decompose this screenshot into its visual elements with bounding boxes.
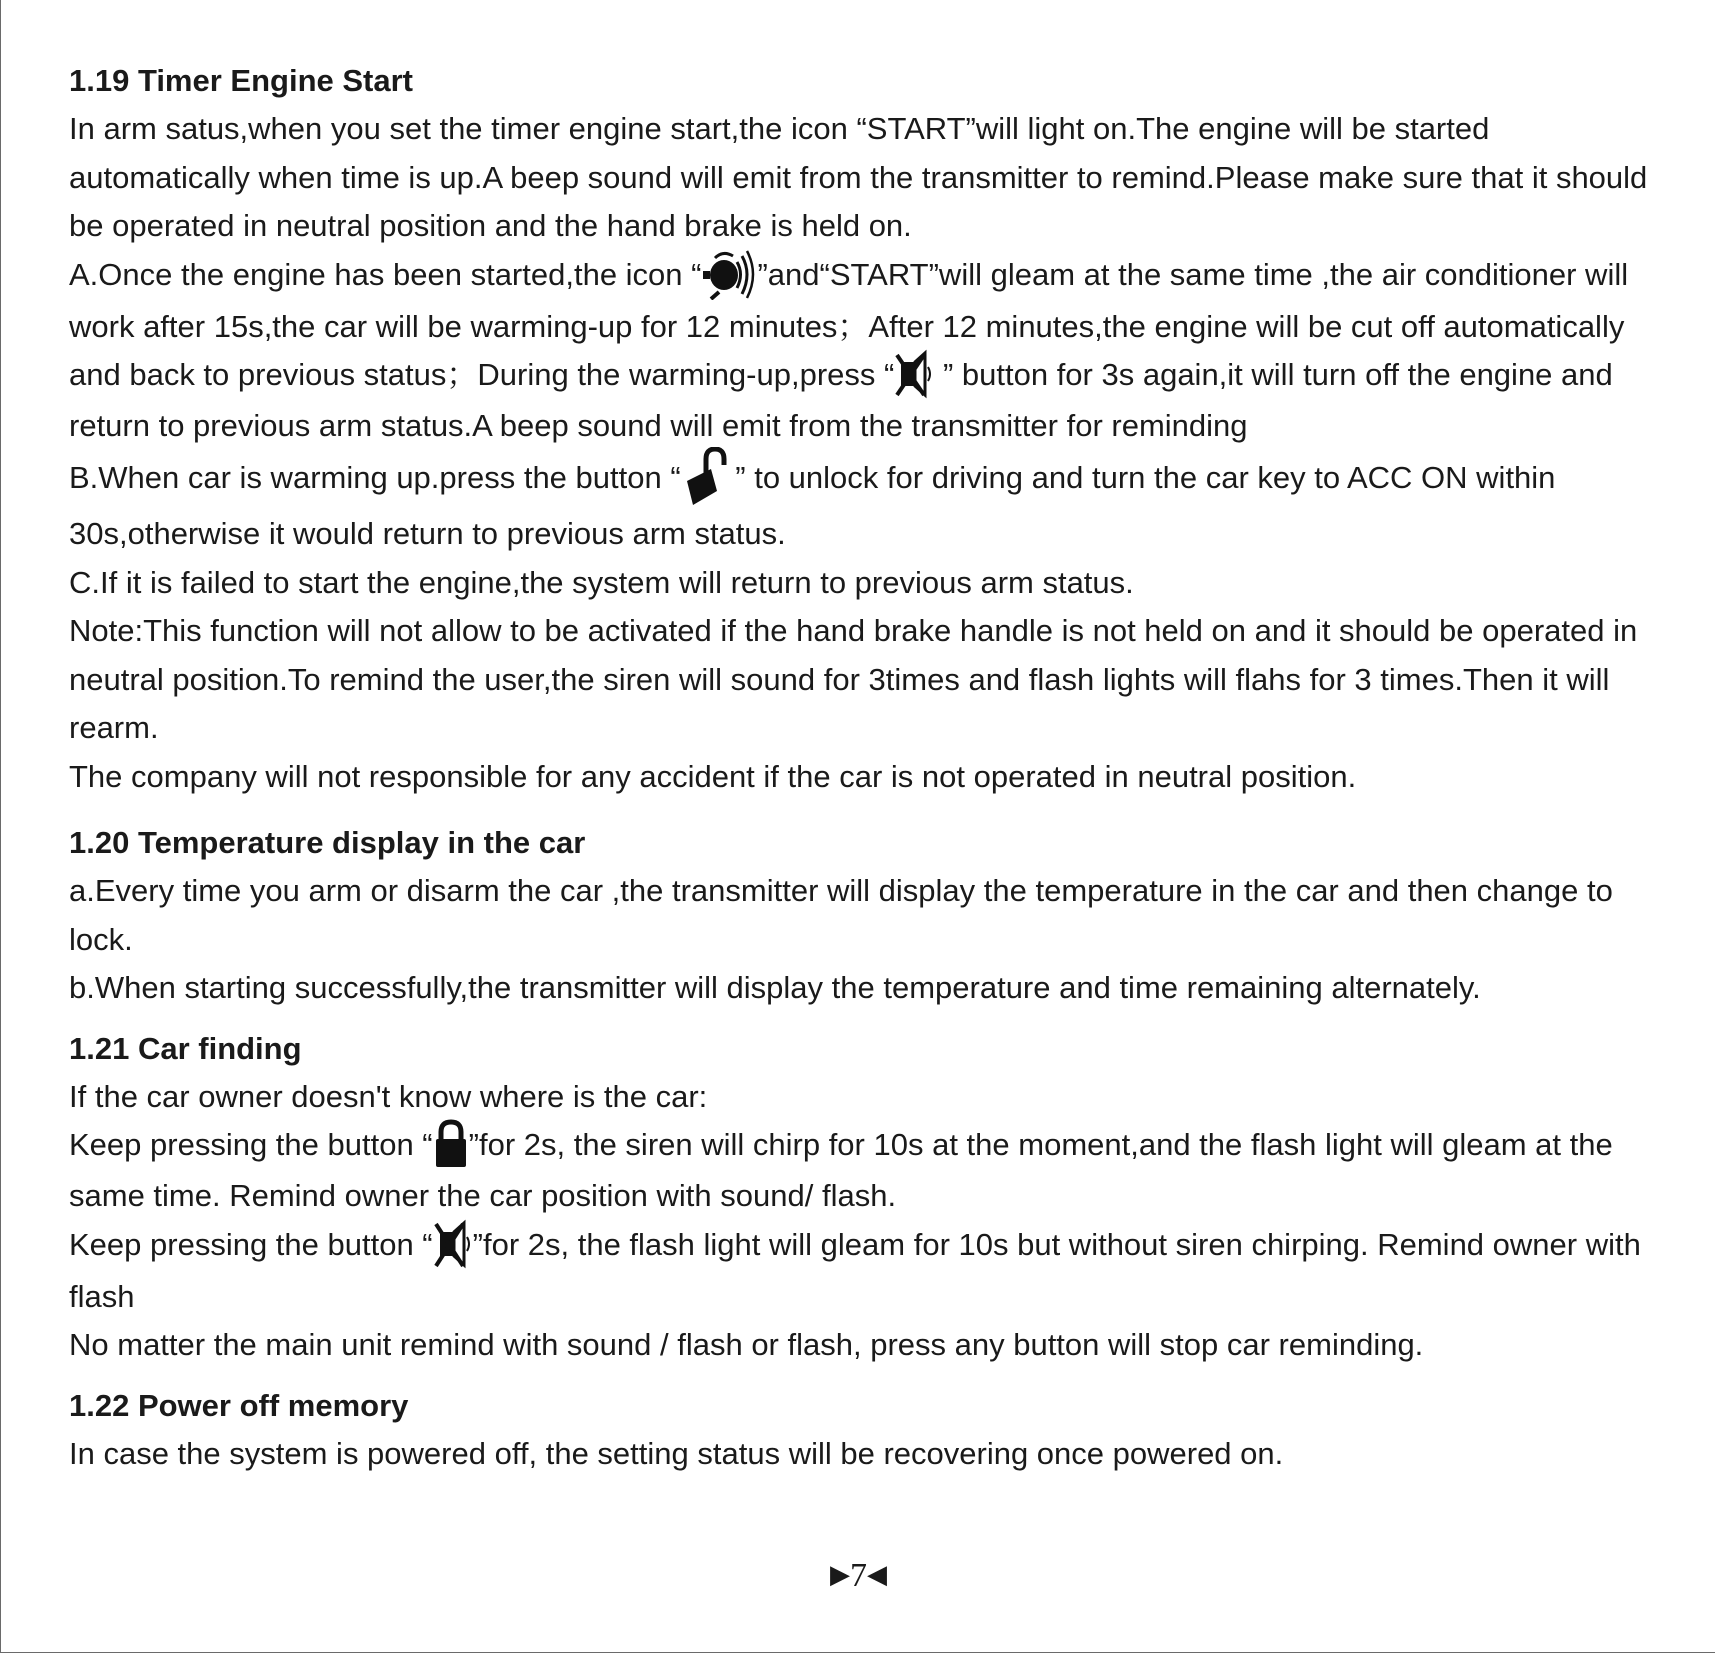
paragraph-power-off-memory: In case the system is powered off, the setting status will be recovering once powered on.: [69, 1435, 1284, 1471]
section-title-power-off-memory: 1.22 Power off memory: [69, 1387, 409, 1423]
spacer: [69, 1370, 1669, 1382]
paragraph-timer-intro: In arm satus,when you set the timer engine start,the icon “START”will light on.The engine will be started automatically when time is up.A beep sound will emit from the transmitter to remind.Please make sure that it should be operated in neutral position and the hand brake is held on.: [69, 111, 1648, 243]
paragraph-car-finding-stop: No matter the main unit remind with sound / flash or flash, press any button will stop car reminding.: [69, 1327, 1424, 1363]
text-segment: A.Once the engine has been started,the icon “: [69, 256, 702, 292]
text-segment: ” to unlock for driving and turn the car key to ACC ON within 30s,otherwise it would return to previous arm status.: [69, 460, 1556, 552]
spacer: [69, 801, 1669, 819]
page-footer: [1, 1555, 1716, 1596]
section-title-temperature-display: 1.20 Temperature display in the car: [69, 825, 586, 861]
spacer: [69, 1013, 1669, 1025]
paragraph-car-finding-intro: If the car owner doesn't know where is the car:: [69, 1078, 708, 1114]
page-number: 7: [850, 1557, 867, 1594]
text-segment: B.When car is warming up.press the button “: [69, 460, 681, 496]
lock-padlock-icon: [433, 1119, 469, 1169]
unlock-padlock-icon: [681, 447, 727, 507]
text-segment: Keep pressing the button “: [69, 1127, 433, 1163]
engine-start-icon: [701, 248, 757, 300]
paragraph-timer-note: Note:This function will not allow to be activated if the hand brake handle is not held on and it should be operated in neutral position.To remind the user,the siren will sound for 3times and flash lights will flahs for 3 times.Then it will rearm.: [69, 613, 1638, 746]
text-segment: Keep pressing the button “: [69, 1226, 433, 1262]
paragraph-car-finding-sound: [69, 1121, 1669, 1220]
text-segment: ”for 2s, the flash light will gleam for 10s but without siren chirping. Remind owner with flash: [69, 1226, 1641, 1314]
paragraph-temperature-a: a.Every time you arm or disarm the car ,the transmitter will display the temperature in the car and then change to lock.: [69, 873, 1613, 957]
paragraph-car-finding-flash: [69, 1221, 1669, 1322]
text-segment: ” button for 3s again,it will turn off the engine and return to previous arm status.A beep sound will emit from the transmitter for reminding: [69, 357, 1613, 443]
section-title-timer-engine-start: 1.19 Timer Engine Start: [69, 63, 413, 98]
left-triangle-icon: ◀: [867, 1560, 887, 1589]
paragraph-timer-c: C.If it is failed to start the engine,the system will return to previous arm status.: [69, 564, 1134, 600]
silent-mute-icon: [894, 349, 934, 399]
text-segment: ”for 2s, the siren will chirp for 10s at the moment,and the flash light will gleam at the same time. Remind owner the car position with sound/ flash.: [69, 1127, 1613, 1214]
paragraph-temperature-b: b.When starting successfully,the transmitter will display the temperature and time remaining alternately.: [69, 970, 1481, 1006]
section-title-car-finding: 1.21 Car finding: [69, 1030, 302, 1066]
paragraph-timer-disclaimer: The company will not responsible for any accident if the car is not operated in neutral position.: [69, 758, 1357, 794]
page-content: [69, 57, 1669, 1478]
text-segment: ”and“START”will gleam at the same time ,the air conditioner will work after 15s,the car will be warming-up for 12 minutes；After 12 minutes,the engine will be cut off automatically and back to previous status；During the warming-up,press “: [69, 256, 1629, 392]
paragraph-timer-a: [69, 251, 1669, 451]
silent-mute-icon: [433, 1218, 473, 1270]
right-triangle-icon: ▶: [830, 1560, 850, 1589]
paragraph-timer-b: [69, 450, 1669, 559]
